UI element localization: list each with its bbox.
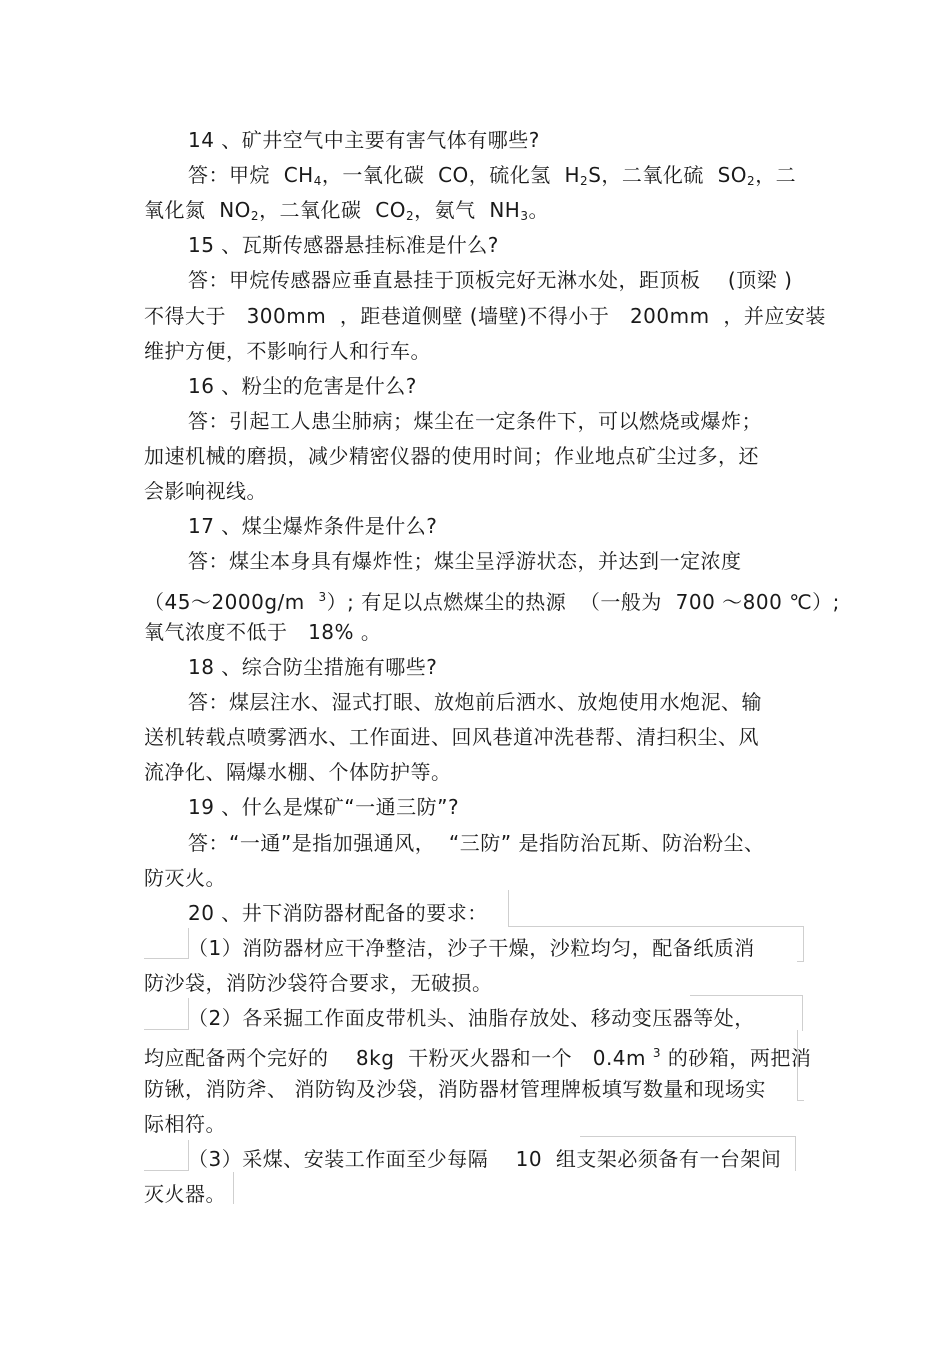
answer-18-line-3: 流净化、隔爆水棚、个体防护等。 (144, 760, 452, 784)
frame-line (508, 890, 804, 927)
text-run: ，氨气 NH (414, 198, 521, 222)
answer-20-item-1-line-2: 防沙袋，消防沙袋符合要求，无破损。 (144, 971, 493, 995)
question-14: 14 、矿井空气中主要有害气体有哪些? (188, 128, 540, 152)
question-18: 18 、综合防尘措施有哪些? (188, 655, 438, 679)
text-run: 。 (528, 198, 549, 222)
subscript: 2 (405, 209, 415, 223)
answer-17-line-1: 答：煤尘本身具有爆炸性；煤尘呈浮游状态，并达到一定浓度 (188, 549, 742, 573)
text-run: ，一氧化碳 CO，硫化氢 H (321, 163, 581, 187)
answer-16-line-2: 加速机械的磨损，减少精密仪器的使用时间；作业地点矿尘过多，还 (144, 444, 759, 468)
frame-line (797, 926, 804, 962)
answer-15-line-2: 不得大于 300mm ，距巷道侧壁 (墙壁)不得小于 200mm ，并应安装 (144, 304, 826, 328)
answer-17-line-3: 氧气浓度不低于 18% 。 (144, 620, 382, 644)
answer-20-item-1-line-1: （1）消防器材应干净整洁，沙子干燥，沙粒均匀，配备纸质消 (188, 936, 755, 960)
frame-line (233, 1172, 235, 1204)
question-15: 15 、瓦斯传感器悬挂标准是什么? (188, 233, 499, 257)
answer-14-line-1 (188, 161, 796, 195)
frame-line (580, 1136, 796, 1171)
text-run: ）; 有足以点燃煤尘的热源 （一般为 700 ～800 ℃）; (326, 590, 840, 614)
answer-16-line-3: 会影响视线。 (144, 479, 267, 503)
frame-line (144, 1140, 189, 1171)
text-run: 的砂箱，两把消 (661, 1046, 812, 1070)
superscript: 3 (318, 590, 327, 604)
question-20: 20 、井下消防器材配备的要求： (188, 901, 488, 925)
text-run: ，二 (755, 163, 797, 187)
subscript: 3 (520, 209, 529, 223)
text-run: （45～2000g/m (144, 590, 319, 614)
subscript: 2 (580, 174, 589, 188)
text-run: 氧化氮 NO (144, 198, 251, 222)
text-run: S，二氧化硫 SO (588, 163, 748, 187)
text-run: 答：甲烷 CH (188, 163, 314, 187)
frame-line (144, 928, 189, 959)
superscript: 3 (652, 1046, 662, 1060)
answer-14-line-2 (144, 196, 549, 230)
subscript: 2 (250, 209, 260, 223)
answer-19-line-2: 防灭火。 (144, 866, 226, 890)
question-17: 17 、煤尘爆炸条件是什么? (188, 514, 438, 538)
answer-18-line-2: 送机转载点喷雾洒水、工作面进、回风巷道冲洗巷帮、清扫积尘、风 (144, 725, 759, 749)
answer-18-line-1: 答：煤层注水、湿式打眼、放炮前后洒水、放炮使用水炮泥、输 (188, 690, 762, 714)
frame-line (690, 995, 803, 1031)
answer-19-line-1: 答：“一通”是指加强通风， “三防” 是指防治瓦斯、防治粉尘、 (188, 831, 765, 855)
text-run: ，二氧化碳 CO (259, 198, 406, 222)
answer-20-item-3-line-2: 灭火器。 (144, 1182, 226, 1206)
question-19: 19 、什么是煤矿“一通三防”? (188, 795, 460, 819)
answer-16-line-1: 答：引起工人患尘肺病；煤尘在一定条件下，可以燃烧或爆炸； (188, 409, 762, 433)
frame-line (797, 1030, 804, 1101)
answer-20-item-2-line-3: 防锹，消防斧、 消防钩及沙袋，消防器材管理牌板填写数量和现场实 (144, 1077, 766, 1101)
answer-20-item-2-line-2 (144, 1039, 811, 1072)
answer-15-line-3: 维护方便，不影响行人和行车。 (144, 339, 431, 363)
answer-20-item-3-line-1: （3）采煤、安装工作面至少每隔 10 组支架必须备有一台架间 (188, 1147, 782, 1171)
answer-20-item-2-line-4: 际相符。 (144, 1112, 226, 1136)
subscript: 2 (747, 174, 756, 188)
subscript: 4 (313, 174, 322, 188)
answer-20-item-2-line-1: （2）各采掘工作面皮带机头、油脂存放处、移动变压器等处， (188, 1006, 755, 1030)
answer-15-line-1: 答：甲烷传感器应垂直悬挂于顶板完好无淋水处，距顶板 (顶梁 ) (188, 268, 793, 292)
question-16: 16 、粉尘的危害是什么? (188, 374, 417, 398)
frame-line (144, 998, 189, 1030)
text-run: 均应配备两个完好的 8kg 干粉灭火器和一个 0.4m (144, 1046, 653, 1070)
answer-17-line-2 (144, 583, 840, 616)
